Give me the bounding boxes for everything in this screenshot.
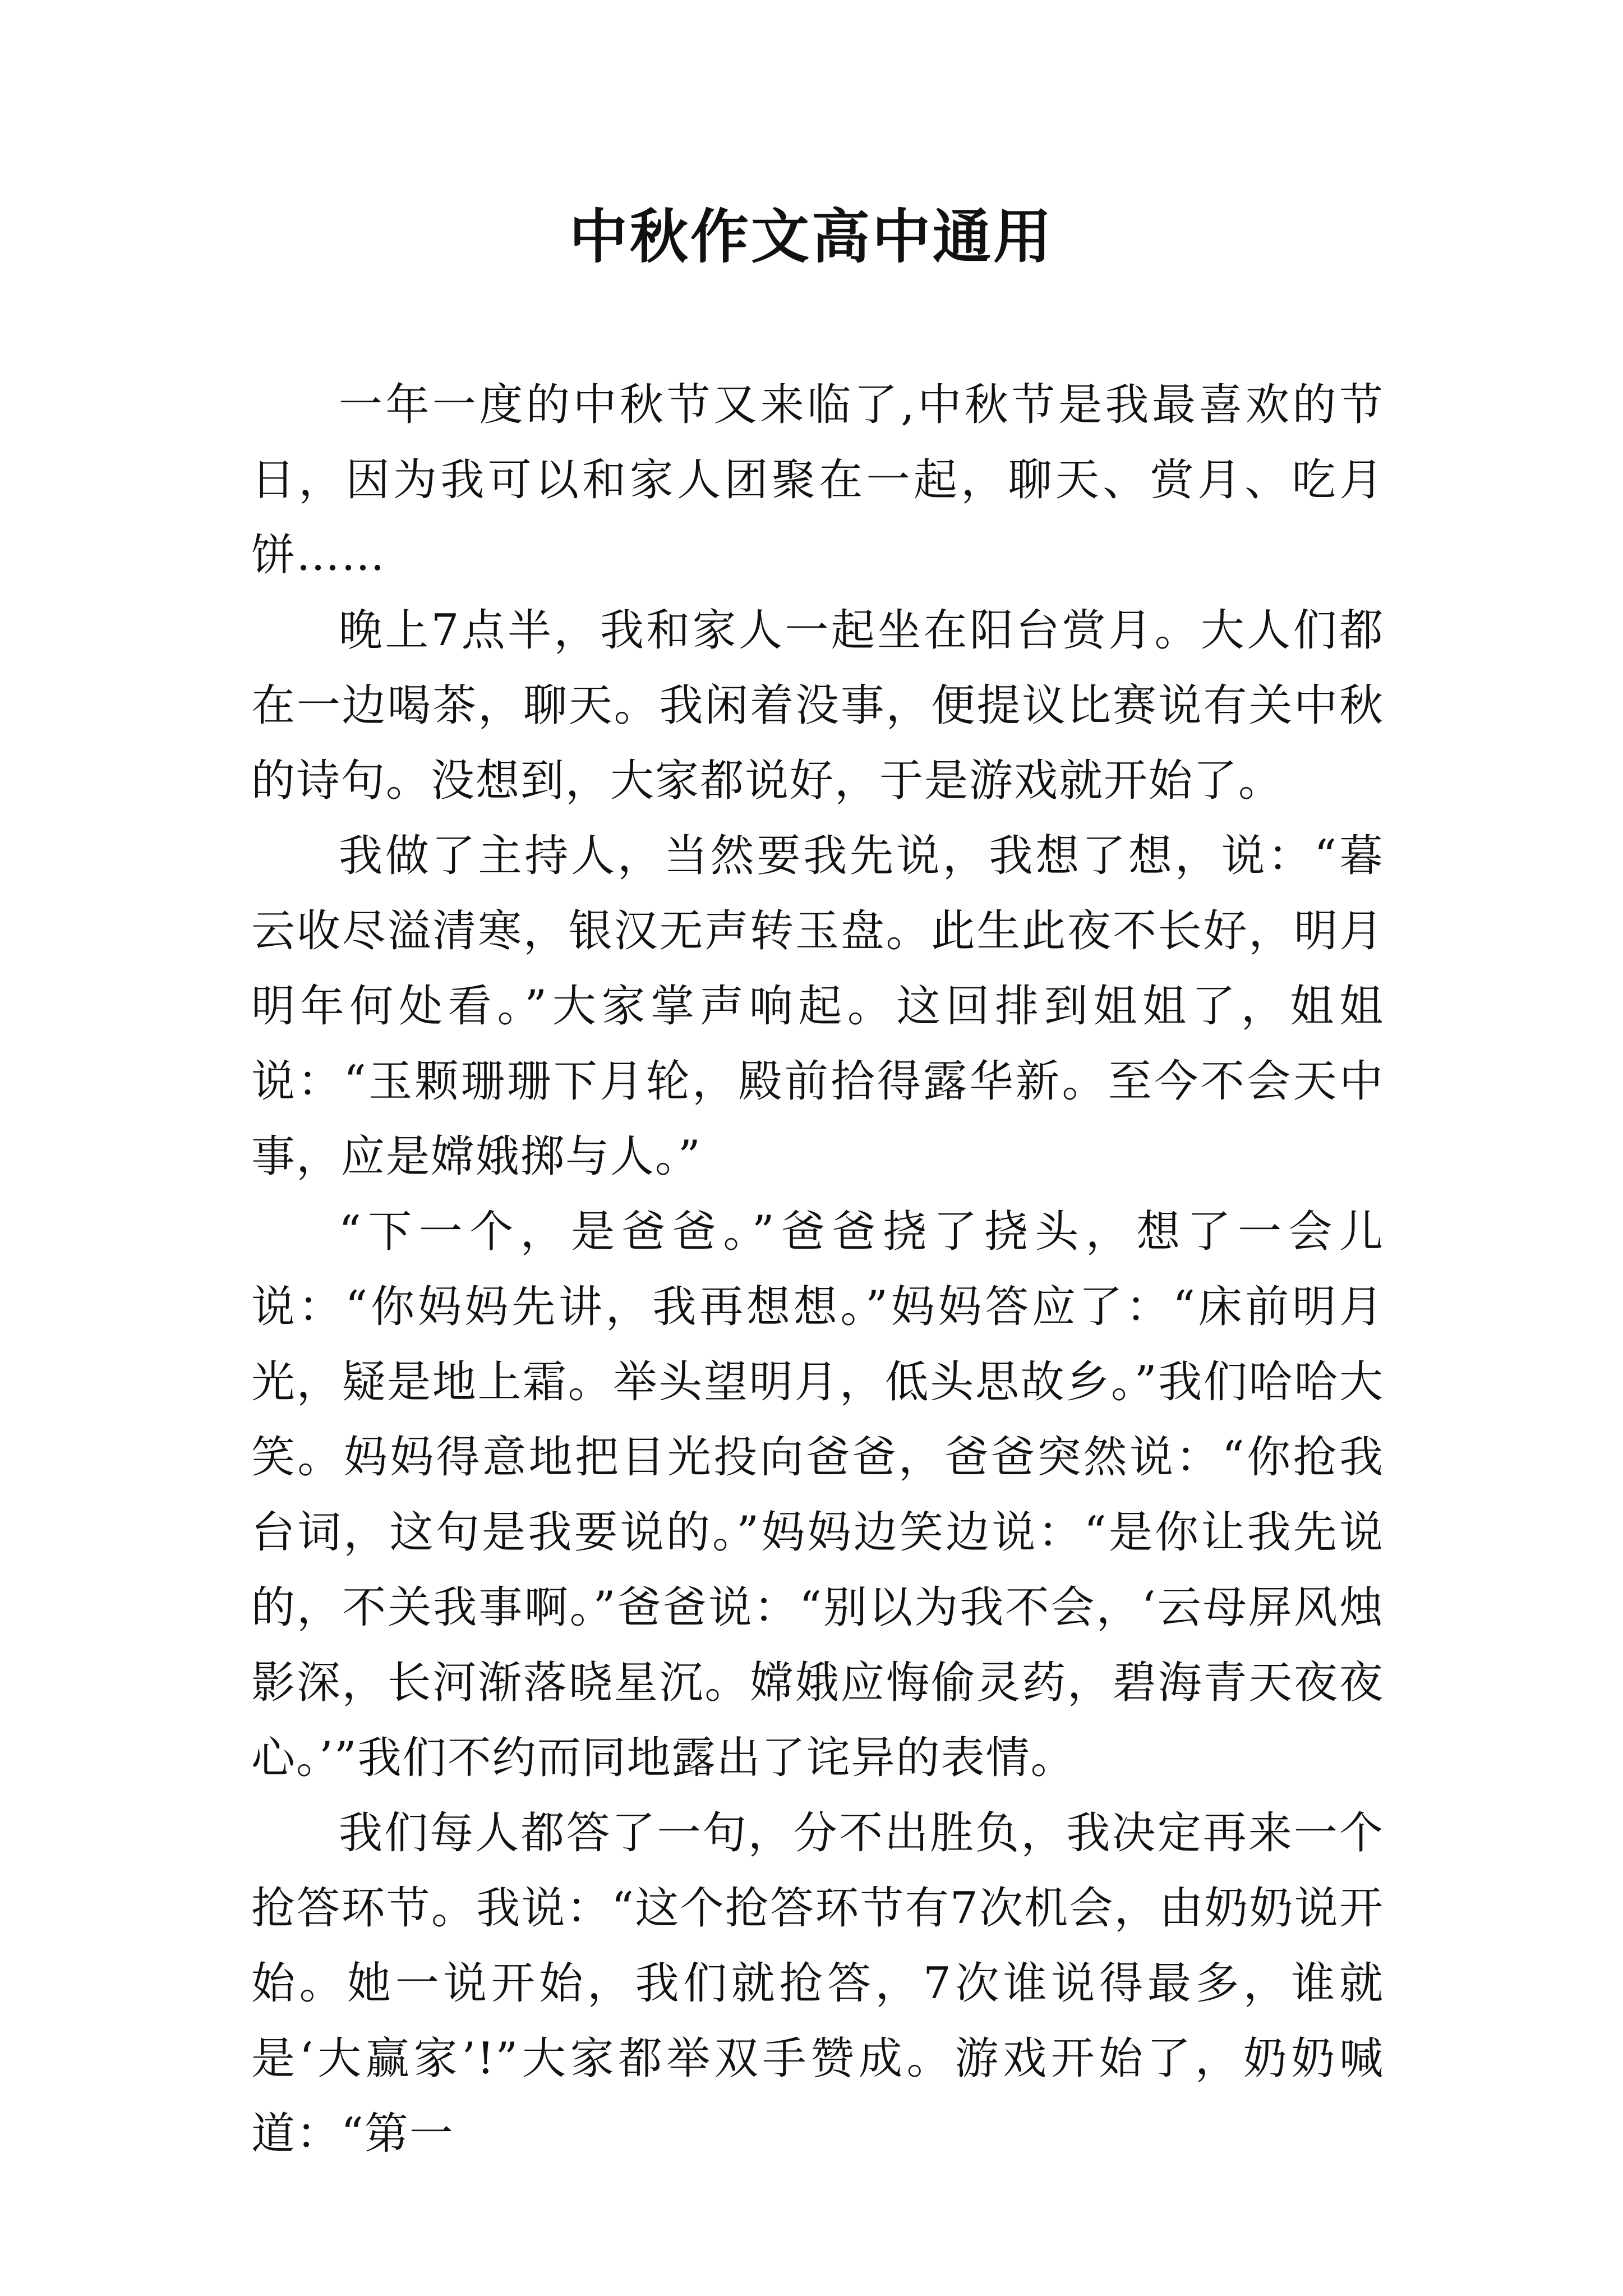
paragraph-5: 我们每人都答了一句，分不出胜负，我决定再来一个抢答环节。我说：“这个抢答环节有7次机会，由奶奶说开始。她一说开始，我们就抢答，7次谁说得最多，谁就是‘大赢家’!”大家都举双手赞成。游戏开始了，奶奶喊道：“第一 [251, 1808, 1384, 2159]
document-title: 中秋作文高中通用 [569, 202, 1054, 271]
paragraph-4: “下一个，是爸爸。”爸爸挠了挠头，想了一会儿说：“你妈妈先讲，我再想想。”妈妈答应了：“床前明月光，疑是地上霜。举头望明月，低头思故乡。”我们哈哈大笑。妈妈得意地把目光投向爸爸，爸爸突然说：“你抢我台词，这句是我要说的。”妈妈边笑边说：“是你让我先说的，不关我事啊。”爸爸说：“别以为我不会，‘云母屏风烛影深，长河渐落晓星沉。嫦娥应悔偷灵药，碧海青天夜夜心。’”我们不约而同地露出了诧异的表情。 [251, 1207, 1384, 1783]
paragraph-3: 我做了主持人，当然要我先说，我想了想，说：“暮云收尽溢清寒，银汉无声转玉盘。此生此夜不长好，明月明年何处看。”大家掌声响起。这回排到姐姐了，姐姐说：“玉颗珊珊下月轮，殿前拾得露华新。至今不会天中事，应是嫦娥掷与人。” [251, 831, 1384, 1182]
paragraph-2: 晚上7点半，我和家人一起坐在阳台赏月。大人们都在一边喝茶，聊天。我闲着没事，便提议比赛说有关中秋的诗句。没想到，大家都说好，于是游戏就开始了。 [251, 605, 1384, 806]
paragraph-1: 一年一度的中秋节又来临了,中秋节是我最喜欢的节日，因为我可以和家人团聚在一起，聊天、赏月、吃月饼…… [251, 380, 1384, 581]
document-body [251, 367, 1384, 2171]
